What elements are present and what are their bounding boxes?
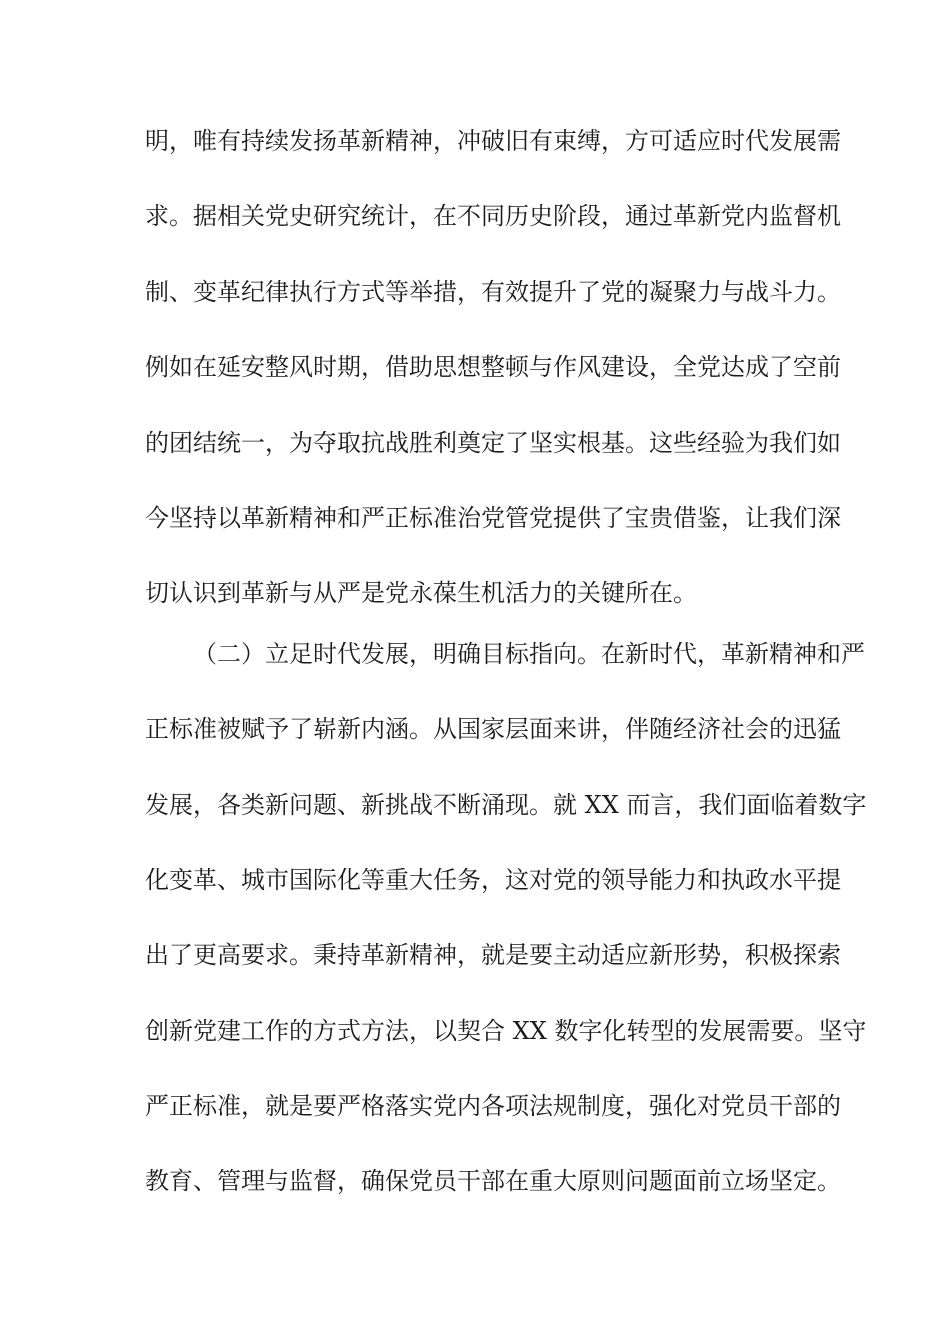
text-line: 出了更高要求。秉持革新精神，就是要主动适应新形势，积极探索 xyxy=(145,941,841,969)
text-line: 化变革、城市国际化等重大任务，这对党的领导能力和执政水平提 xyxy=(145,866,841,894)
text-line: 制、变革纪律执行方式等举措，有效提升了党的凝聚力与战斗力。 xyxy=(145,278,841,306)
text-line: 教育、管理与监督，确保党员干部在重大原则问题面前立场坚定。 xyxy=(145,1167,841,1195)
paragraph-first-line: （二）立足时代发展，明确目标指向。在新时代，革新精神和严 xyxy=(193,640,865,668)
text-line: 正标准被赋予了崭新内涵。从国家层面来讲，伴随经济社会的迅猛 xyxy=(145,715,841,743)
text-line: 的团结统一，为夺取抗战胜利奠定了坚实根基。这些经验为我们如 xyxy=(145,429,841,457)
text-line: 今坚持以革新精神和严正标准治党管党提供了宝贵借鉴，让我们深 xyxy=(145,504,841,532)
text-line: 求。据相关党史研究统计，在不同历史阶段，通过革新党内监督机 xyxy=(145,202,841,230)
text-line: 明，唯有持续发扬革新精神，冲破旧有束缚，方可适应时代发展需 xyxy=(145,127,841,155)
text-line: 切认识到革新与从严是党永葆生机活力的关键所在。 xyxy=(145,579,697,607)
text-line: 发展，各类新问题、新挑战不断涌现。就 XX 而言，我们面临着数字 xyxy=(145,791,867,819)
text-line: 严正标准，就是要严格落实党内各项法规制度，强化对党员干部的 xyxy=(145,1092,841,1120)
text-line: 例如在延安整风时期，借助思想整顿与作风建设，全党达成了空前 xyxy=(145,353,841,381)
text-line: 创新党建工作的方式方法，以契合 XX 数字化转型的发展需要。坚守 xyxy=(145,1017,867,1045)
